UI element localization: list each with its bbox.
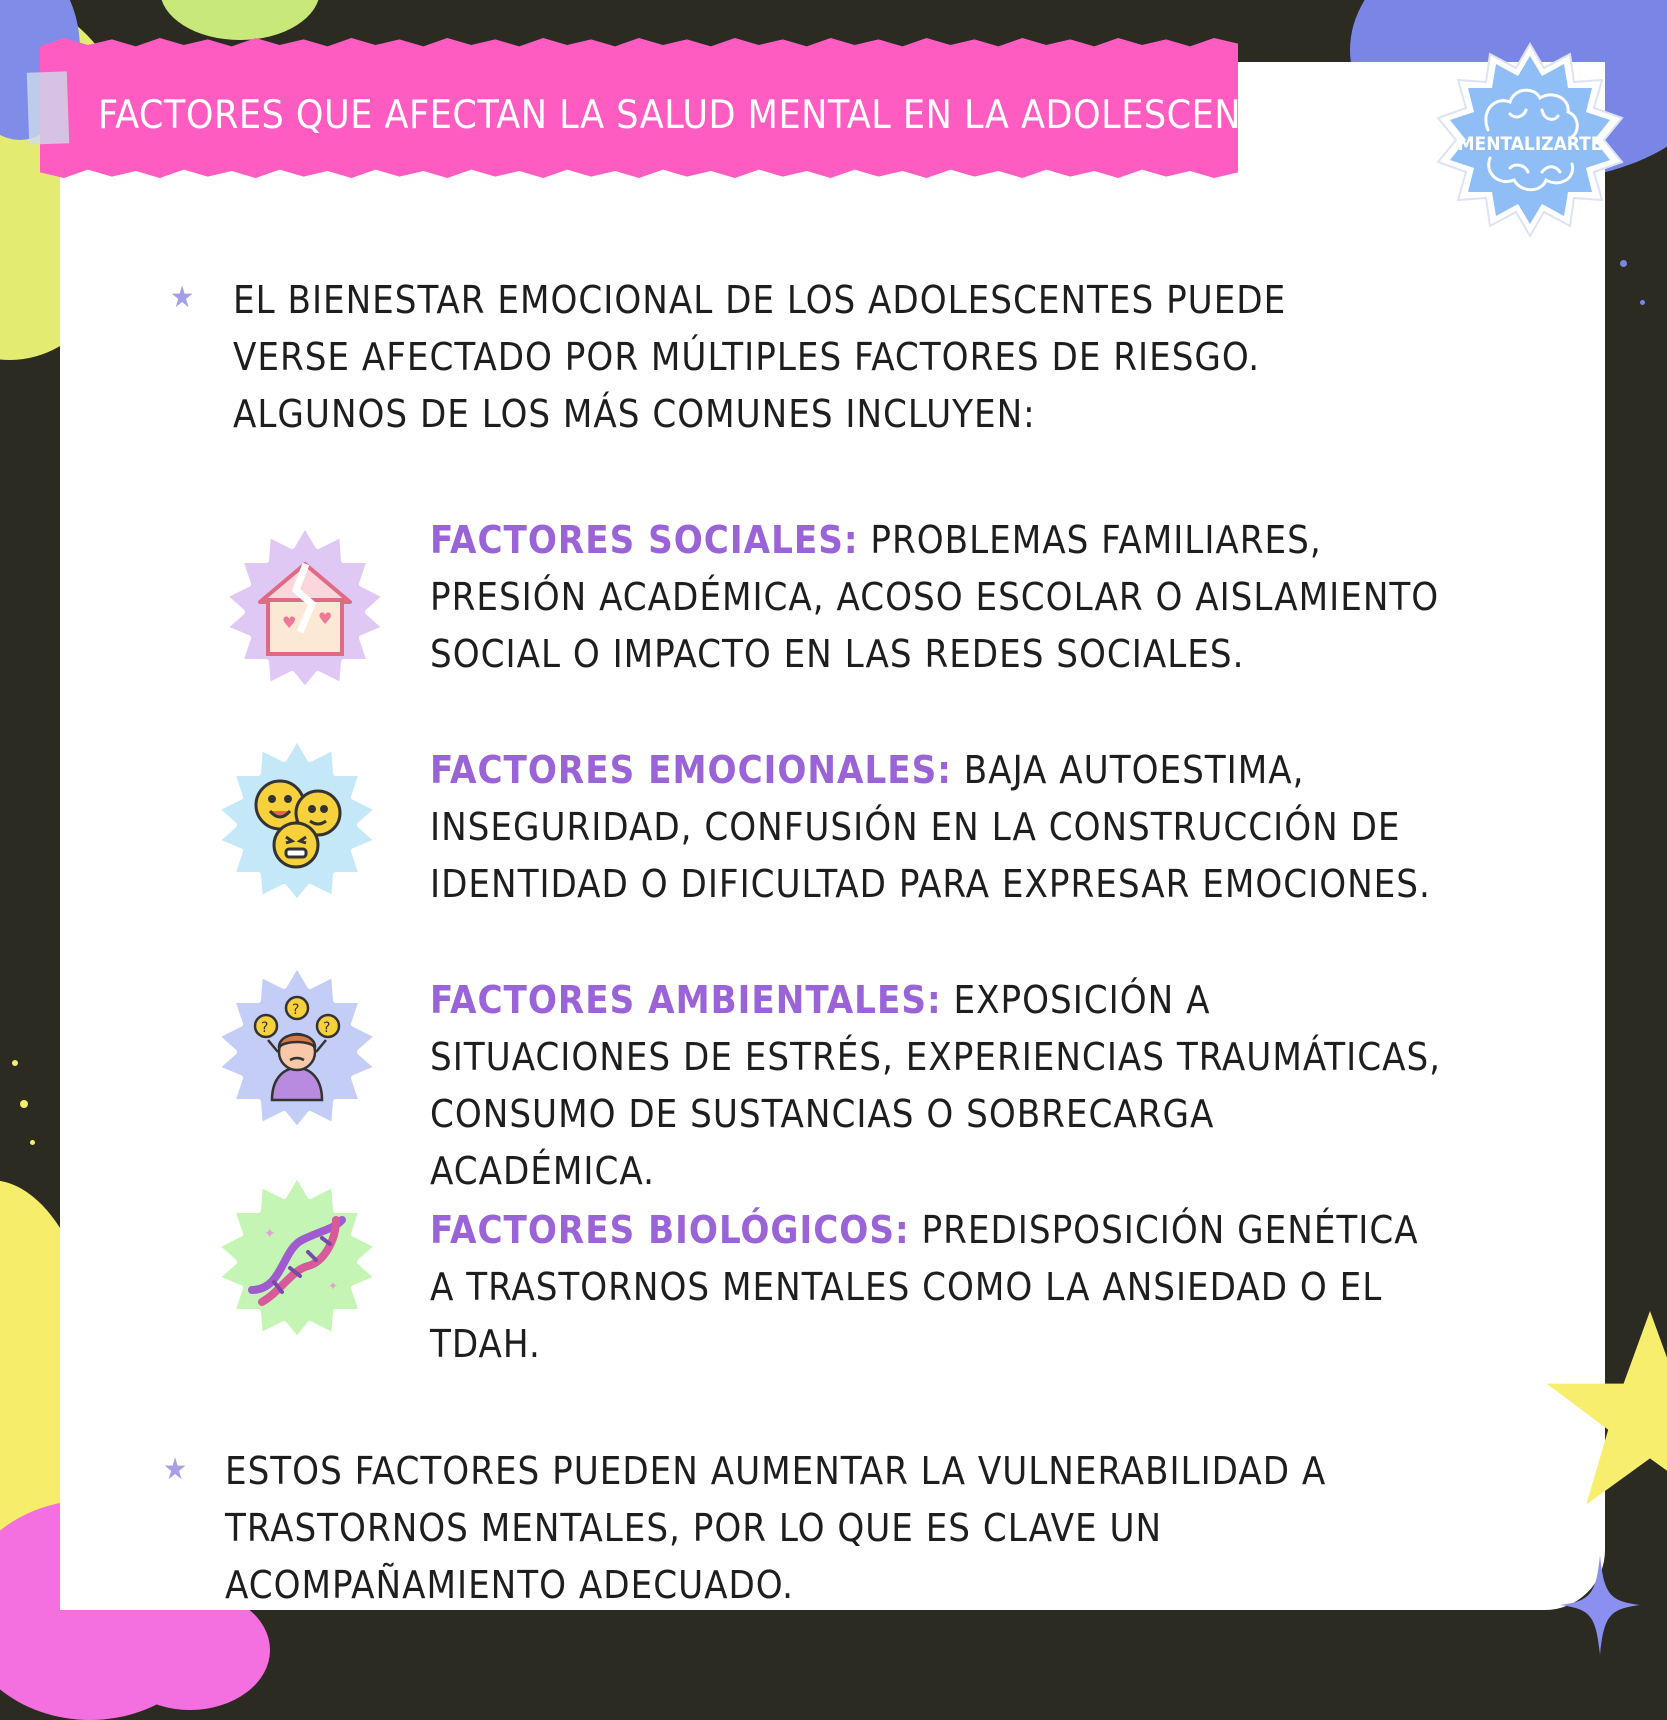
bg-speck <box>1620 260 1627 267</box>
factor-label: FACTORES EMOCIONALES: <box>430 748 952 792</box>
bg-speck <box>1640 300 1645 305</box>
bg-speck <box>12 1060 18 1066</box>
logo-text: MENTALIZARTE <box>1457 133 1603 155</box>
factor-description: PREDISPOSICIÓN GENÉTICA A TRASTORNOS MENTALES COMO LA ANSIEDAD O EL TDAH. <box>430 1208 1419 1366</box>
yellow-star-icon <box>1540 1300 1667 1520</box>
tape-decoration <box>27 71 69 144</box>
emoji-faces-badge <box>212 733 382 903</box>
bullet-star-icon: ★ <box>163 1452 188 1487</box>
factor-item-environmental <box>430 972 1450 1200</box>
factor-description: EXPOSICIÓN A SITUACIONES DE ESTRÉS, EXPERIENCIAS TRAUMÁTICAS, CONSUMO DE SUSTANCIAS O SOBRECARGA ACADÉMICA. <box>430 978 1442 1193</box>
intro-text: EL BIENESTAR EMOCIONAL DE LOS ADOLESCENTES PUEDE VERSE AFECTADO POR MÚLTIPLES FACTORES DE RIESGO. ALGUNOS DE LOS MÁS COMUNES INCLUYEN: <box>233 278 1287 436</box>
factor-description: BAJA AUTOESTIMA, INSEGURIDAD, CONFUSIÓN EN LA CONSTRUCCIÓN DE IDENTIDAD O DIFICULTAD PARA EXPRESAR EMOCIONES. <box>430 748 1431 906</box>
factor-item-social <box>430 512 1450 683</box>
svg-text:?: ? <box>261 1020 269 1036</box>
page-title: FACTORES QUE AFECTAN LA SALUD MENTAL EN LA ADOLESCENCIA <box>98 93 1302 138</box>
closing-text: ESTOS FACTORES PUEDEN AUMENTAR LA VULNERABILIDAD A TRASTORNOS MENTALES, POR LO QUE ES CLAVE UN ACOMPAÑAMIENTO ADECUADO. <box>225 1449 1327 1607</box>
broken-house-badge <box>220 520 390 690</box>
svg-text:♥: ♥ <box>282 613 297 632</box>
svg-text:?: ? <box>292 1002 300 1018</box>
sparkle-icon <box>1560 1555 1640 1655</box>
factor-description: PROBLEMAS FAMILIARES, PRESIÓN ACADÉMICA, ACOSO ESCOLAR O AISLAMIENTO SOCIAL O IMPACTO EN LAS REDES SOCIALES. <box>430 518 1440 676</box>
brand-logo <box>1430 40 1630 240</box>
svg-text:?: ? <box>323 1020 331 1036</box>
dna-badge <box>212 1170 382 1340</box>
svg-text:✦: ✦ <box>328 1279 339 1293</box>
factor-label: FACTORES BIOLÓGICOS: <box>430 1208 910 1252</box>
svg-text:♥: ♥ <box>318 609 333 628</box>
svg-text:✦: ✦ <box>264 1226 276 1242</box>
factor-label: FACTORES AMBIENTALES: <box>430 978 942 1022</box>
bullet-star-icon: ★ <box>170 280 195 315</box>
factor-item-emotional <box>430 742 1450 913</box>
bg-green-blob-top <box>160 0 320 40</box>
bg-speck <box>30 1140 35 1145</box>
factor-item-biological <box>430 1202 1450 1373</box>
bg-speck <box>20 1100 28 1108</box>
stressed-person-badge <box>212 960 382 1130</box>
factor-label: FACTORES SOCIALES: <box>430 518 859 562</box>
